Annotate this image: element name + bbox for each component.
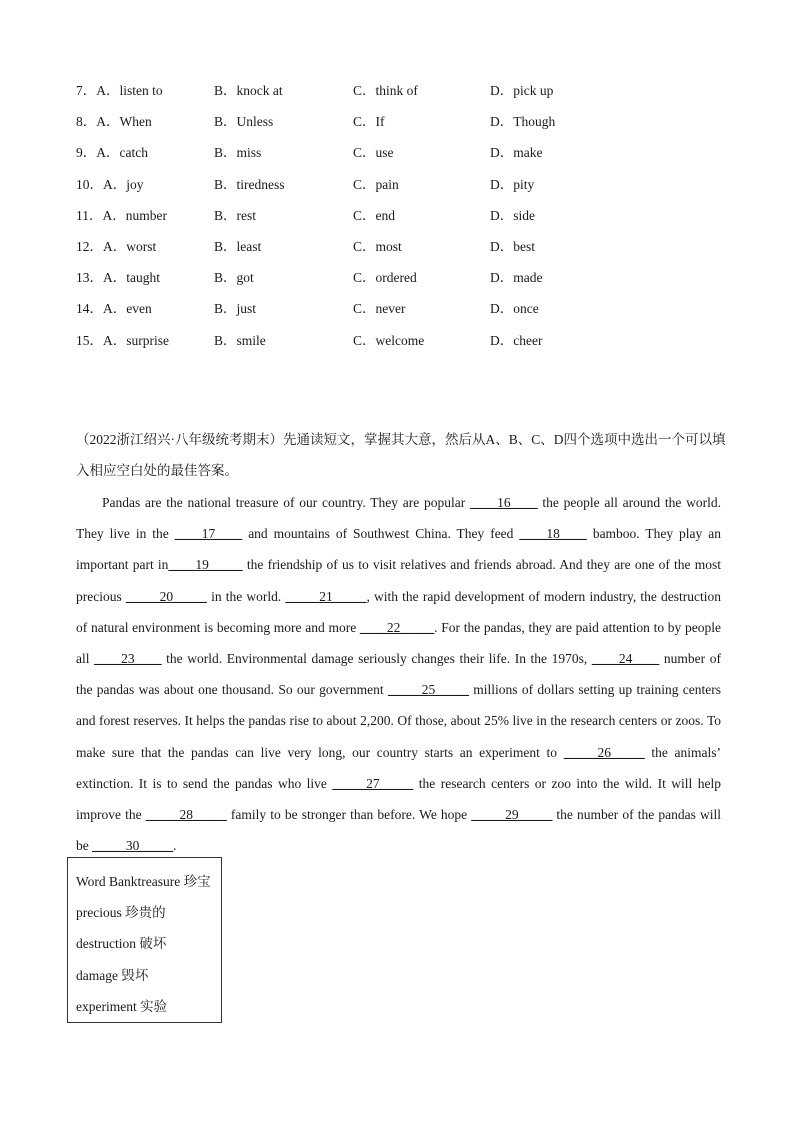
option-c: C．pain bbox=[353, 176, 399, 192]
answer-blank: ____18____ bbox=[519, 526, 587, 542]
option-row bbox=[76, 269, 716, 300]
option-c: C．use bbox=[353, 145, 394, 161]
option-c: C．If bbox=[353, 114, 385, 130]
option-row bbox=[76, 207, 716, 238]
option-b: B．Unless bbox=[214, 114, 274, 130]
question-number: 14． bbox=[76, 301, 103, 317]
option-d: D．side bbox=[490, 207, 535, 223]
option-d: D．make bbox=[490, 145, 543, 161]
question-number: 13． bbox=[76, 270, 103, 286]
answer-blank: _____27_____ bbox=[332, 775, 414, 791]
option-b: B．rest bbox=[214, 207, 256, 223]
option-a bbox=[76, 269, 160, 287]
answer-blank: _____25_____ bbox=[387, 682, 469, 698]
question-number: 9． bbox=[76, 145, 97, 161]
option-row bbox=[76, 113, 716, 144]
option-a bbox=[76, 238, 156, 256]
option-d: D．once bbox=[490, 301, 539, 317]
question-number: 12． bbox=[76, 238, 103, 254]
option-row bbox=[76, 300, 716, 331]
option-c: C．ordered bbox=[353, 270, 417, 286]
answer-blank: ____23____ bbox=[94, 651, 162, 667]
passage-text: Pandas are the national treasure of our country. They are popular bbox=[102, 495, 471, 510]
answer-blank: _____21_____ bbox=[285, 588, 367, 604]
word-bank-entry: precious 珍贵的 bbox=[76, 905, 166, 921]
word-bank-entry: damage 毁坏 bbox=[76, 967, 149, 983]
passage-text: family to be stronger than before. We hope bbox=[226, 807, 472, 823]
answer-blank: _____29_____ bbox=[471, 807, 553, 823]
answer-blank: _____26_____ bbox=[563, 744, 645, 760]
option-a bbox=[76, 82, 163, 100]
option-b: B．just bbox=[214, 301, 257, 317]
option-a-text: A．joy bbox=[103, 176, 144, 192]
option-a-text: A．worst bbox=[103, 238, 157, 254]
answer-blank: _____20_____ bbox=[125, 588, 207, 604]
option-row bbox=[76, 82, 716, 113]
passage-text: in the world. bbox=[206, 588, 286, 604]
question-number: 10． bbox=[76, 176, 103, 192]
word-bank-box bbox=[67, 857, 222, 1023]
option-b: B．knock at bbox=[214, 83, 283, 98]
option-a bbox=[76, 300, 152, 318]
option-d: D．Though bbox=[490, 114, 556, 130]
option-b: B．miss bbox=[214, 145, 262, 161]
option-a-text: A．taught bbox=[103, 270, 160, 286]
option-a-text: A．number bbox=[102, 207, 167, 223]
answer-blank: ____22_____ bbox=[359, 619, 435, 635]
question-number: 15． bbox=[76, 332, 103, 348]
option-a-text: A．catch bbox=[96, 145, 148, 161]
option-d: D．cheer bbox=[490, 332, 543, 348]
passage-text: the friendship of us to visit relatives and friends abroad. And they are one of the most precious bbox=[76, 557, 721, 604]
option-b: B．least bbox=[214, 238, 262, 254]
passage-text: the research centers or zoo into the wild. It will help improve the bbox=[76, 775, 721, 823]
option-d: D．best bbox=[490, 238, 535, 254]
question-number: 7． bbox=[76, 83, 97, 98]
answer-blank: ____17____ bbox=[174, 526, 243, 542]
option-a bbox=[76, 176, 144, 194]
option-d: D．pity bbox=[490, 176, 535, 192]
passage-text: the number of the pandas will be bbox=[76, 807, 722, 854]
answer-blank: ____24____ bbox=[591, 651, 660, 667]
option-c: C．end bbox=[353, 207, 395, 223]
option-c: C．never bbox=[353, 301, 406, 317]
option-b: B．smile bbox=[214, 332, 266, 348]
question-number: 8． bbox=[76, 114, 97, 130]
option-a-text: A．even bbox=[103, 301, 152, 317]
option-a bbox=[76, 207, 167, 225]
options-list bbox=[76, 82, 716, 363]
option-d: D．made bbox=[490, 270, 543, 286]
answer-blank: _____28_____ bbox=[145, 807, 227, 823]
answer-blank: ____16____ bbox=[470, 495, 538, 510]
passage-text: . bbox=[173, 838, 177, 854]
passage-text: the people all around the world. They live in the bbox=[76, 495, 721, 542]
option-row bbox=[76, 144, 716, 175]
word-bank-entry: destruction 破坏 bbox=[76, 936, 167, 952]
option-d: D．pick up bbox=[490, 83, 554, 98]
answer-blank: _____30_____ bbox=[92, 838, 174, 854]
option-b: B．tiredness bbox=[214, 176, 285, 192]
word-bank-entry: experiment 实验 bbox=[76, 998, 168, 1014]
option-row bbox=[76, 176, 716, 207]
option-row bbox=[76, 238, 716, 269]
option-a bbox=[76, 113, 152, 131]
section-heading: （2022浙江绍兴·八年级统考期末）先通读短文，掌握其大意，然后从A、B、C、D四个选项中选出一个可以填入相应空白处的最佳答案。 bbox=[76, 432, 726, 478]
word-bank-entry: Word Banktreasure 珍宝 bbox=[76, 874, 211, 889]
passage-text: , with the rapid development of modern industry, the destruction of natural environment is becoming more and more bbox=[76, 588, 722, 635]
passage-text: bamboo. They play an important part in bbox=[76, 526, 721, 573]
question-number: 11． bbox=[76, 207, 103, 223]
option-b: B．got bbox=[214, 270, 254, 286]
option-c: C．welcome bbox=[353, 332, 425, 348]
option-a-text: A．When bbox=[96, 114, 152, 130]
cloze-passage bbox=[76, 487, 721, 861]
passage-text: the animals’ extinction. It is to send the pandas who live bbox=[76, 744, 721, 791]
option-a-text: A．listen to bbox=[96, 83, 163, 98]
passage-text: millions of dollars setting up training centers and forest reserves. It helps the pandas rise to about 2,200. Of those, about 25% live in the research centers or zoos. To make sure that the pandas can live very long, our country starts an experiment to bbox=[76, 682, 721, 760]
option-a bbox=[76, 144, 148, 162]
passage-text: the world. Environmental damage seriously changes their life. In the 1970s, bbox=[161, 651, 592, 667]
passage-text: number of the pandas was about one thousand. So our government bbox=[76, 651, 721, 698]
option-row bbox=[76, 332, 716, 363]
passage-text: . For the pandas, they are paid attention to by people all bbox=[76, 619, 721, 667]
answer-blank: ____19_____ bbox=[168, 557, 243, 573]
option-c: C．think of bbox=[353, 83, 418, 98]
option-c: C．most bbox=[353, 238, 402, 254]
option-a-text: A．surprise bbox=[103, 332, 169, 348]
passage-text: and mountains of Southwest China. They feed bbox=[242, 526, 520, 542]
option-a bbox=[76, 332, 169, 350]
